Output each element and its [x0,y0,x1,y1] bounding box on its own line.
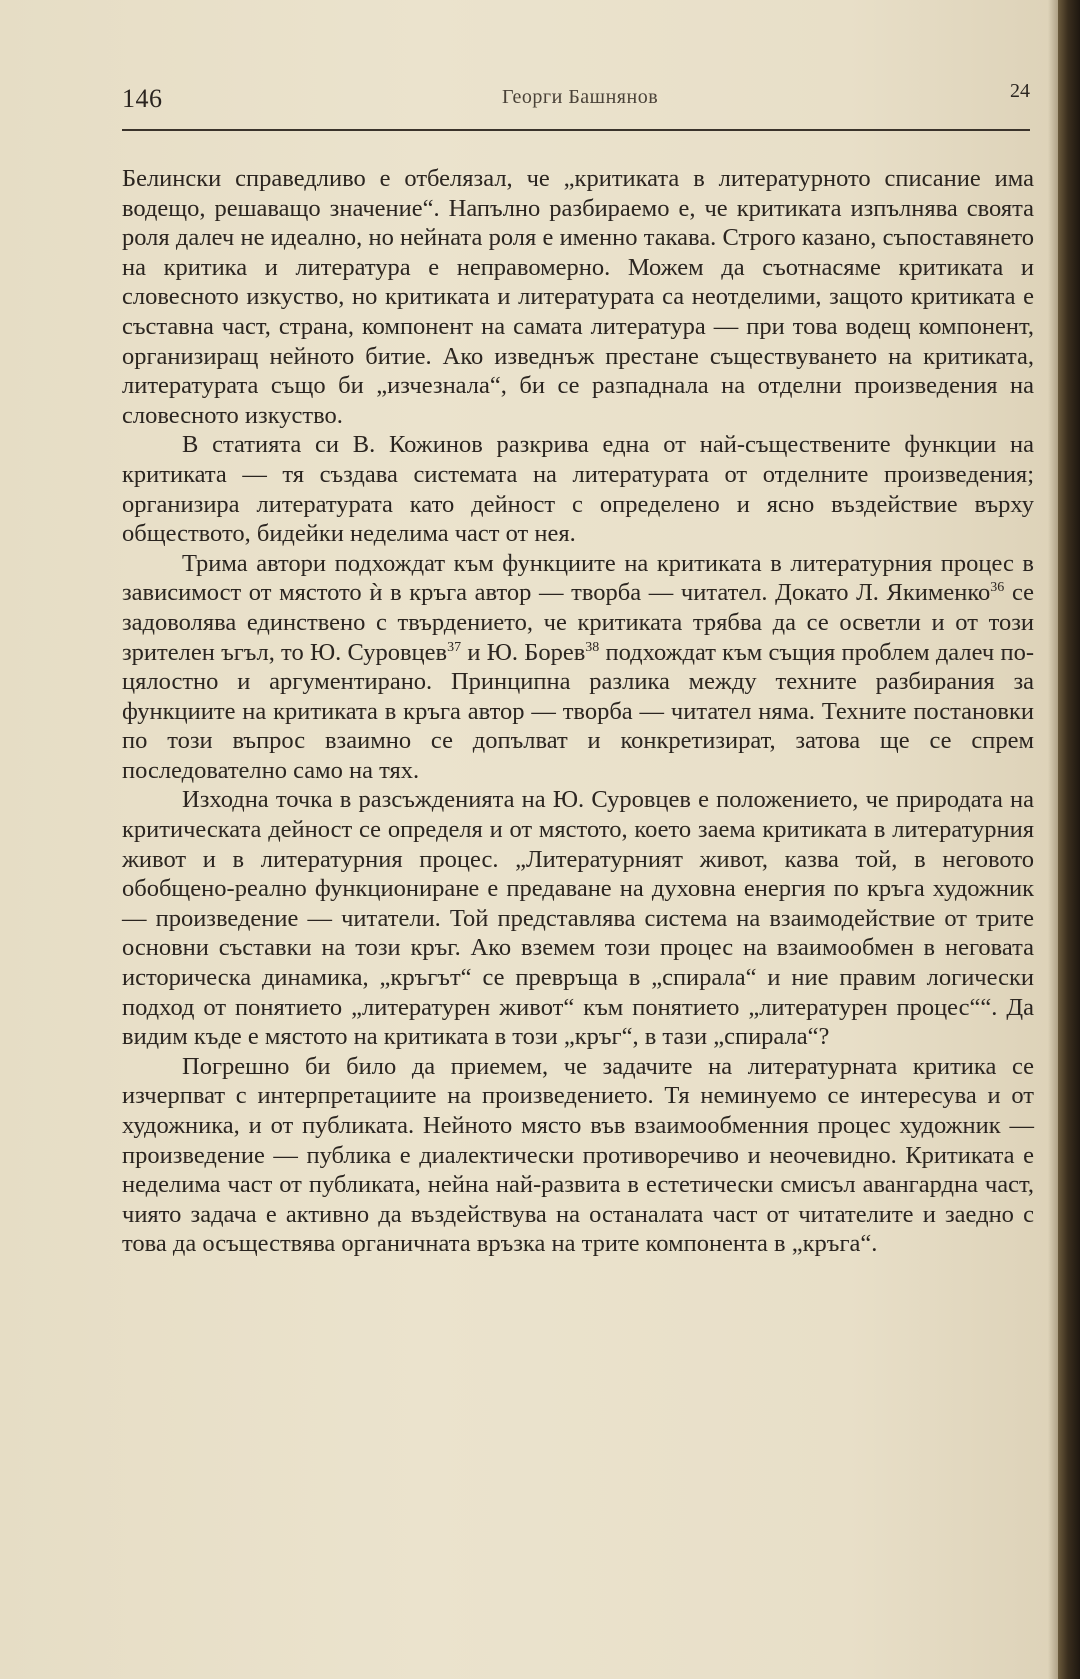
paragraph [122,1052,1034,1259]
paragraph-text: Изходна точка в разсъжденията на Ю. Суровцев е положението, че природата на критическата дейност се определя и от мястото, което заема критиката в литературния живот и в литературния процес. „Литературният живот, казва той, в неговото обобщено-реално функциониране е предаване на духовна енергия по кръга художник — произведение — читатели. Той представлява система на взаимодействие от трите основни съставки на този кръг. Ако вземем този процес на взаимообмен в неговата историческа динамика, „кръгът“ се превръща в „спирала“ и ние правим логически подход от понятието „литературен живот“ към понятието „литературен процес““. Да видим къде е мястото на критиката в този „кръг“, в тази „спирала“? [122,786,1034,1051]
page-number: 146 [122,84,163,113]
paragraph [122,549,1034,786]
paragraph-text: Погрешно би било да приемем, че задачите на литературната критика се изчерпват с интерпретациите на произведението. Тя неминуемо се интересува и от художника, и от публиката. Нейното място във взаимообменния процес художник — произведение — публика е диалектически противоречиво и неочевидно. Критиката е неделима част от публиката, нейна най-развита в естетически смисъл авангардна част, чиято задача е активно да въздействува на останалата част от читателите и заедно с това да осъществява органичната връзка на трите компонента в „кръга“. [122,1052,1034,1258]
page-header [122,78,1030,118]
signature-mark: 24 [1010,80,1030,102]
footnote-ref: 38 [585,639,600,655]
body-text [122,164,1034,1259]
paragraph [122,430,1034,548]
paragraph [122,785,1034,1051]
paragraph-text: подхождат към същия проблем далеч по-цялостно и аргументирано. Принципна разлика между техните разбирания за функциите на критиката в кръга автор — творба — читател няма. Техните постановки по този въпрос взаимно се допълват и конкретизират, затова ще се спрем последователно само на тях. [122,638,1034,784]
footnote-ref: 37 [447,639,462,655]
paragraph-text: се задоволява единствено с твърдението, че критиката трябва да се осветли и от този зрителен ъгъл, то Ю. Суровцев [122,579,1034,666]
paragraph-text: Трима автори подхождат към функциите на критиката в литературния процес в зависимост от мястото ѝ в кръга автор — творба — читател. Докато Л. Якименко [122,549,1034,607]
footnote-ref: 36 [990,580,1005,596]
header-rule [122,129,1030,131]
paragraph-text: и Ю. Борев [461,638,586,666]
running-head: Георги Башнянов [502,86,659,108]
paragraph-text: В статията си В. Кожинов разкрива една от най-съществените функции на критиката — тя създава системата на литературата от отделните произведения; организира литературата като дейност с определено и ясно въздействие върху обществото, бидейки неделима част от нея. [122,431,1034,548]
paragraph [122,164,1034,430]
page-gutter-shadow [1048,0,1058,1679]
book-spine-edge [1058,0,1080,1679]
paragraph-text: Белински справедливо е отбелязал, че „критиката в литературното списание има водещо, решаващо значение“. Напълно разбираемо е, че критиката изпълнява своята роля далеч не идеално, но нейната роля е именно такава. Строго казано, съпоставянето на критика и литература е неправомерно. Можем да съотнасяме критиката и словесното изкуство, но критиката и литературата са неотделими, защото критиката е съставна част, страна, компонент на самата литература — при това водещ компонент, организиращ нейното битие. Ако изведнъж престане съществуването на критиката, литературата също би „изчезнала“, би се разпаднала на отделни произведения на словесното изкуство. [122,165,1034,429]
